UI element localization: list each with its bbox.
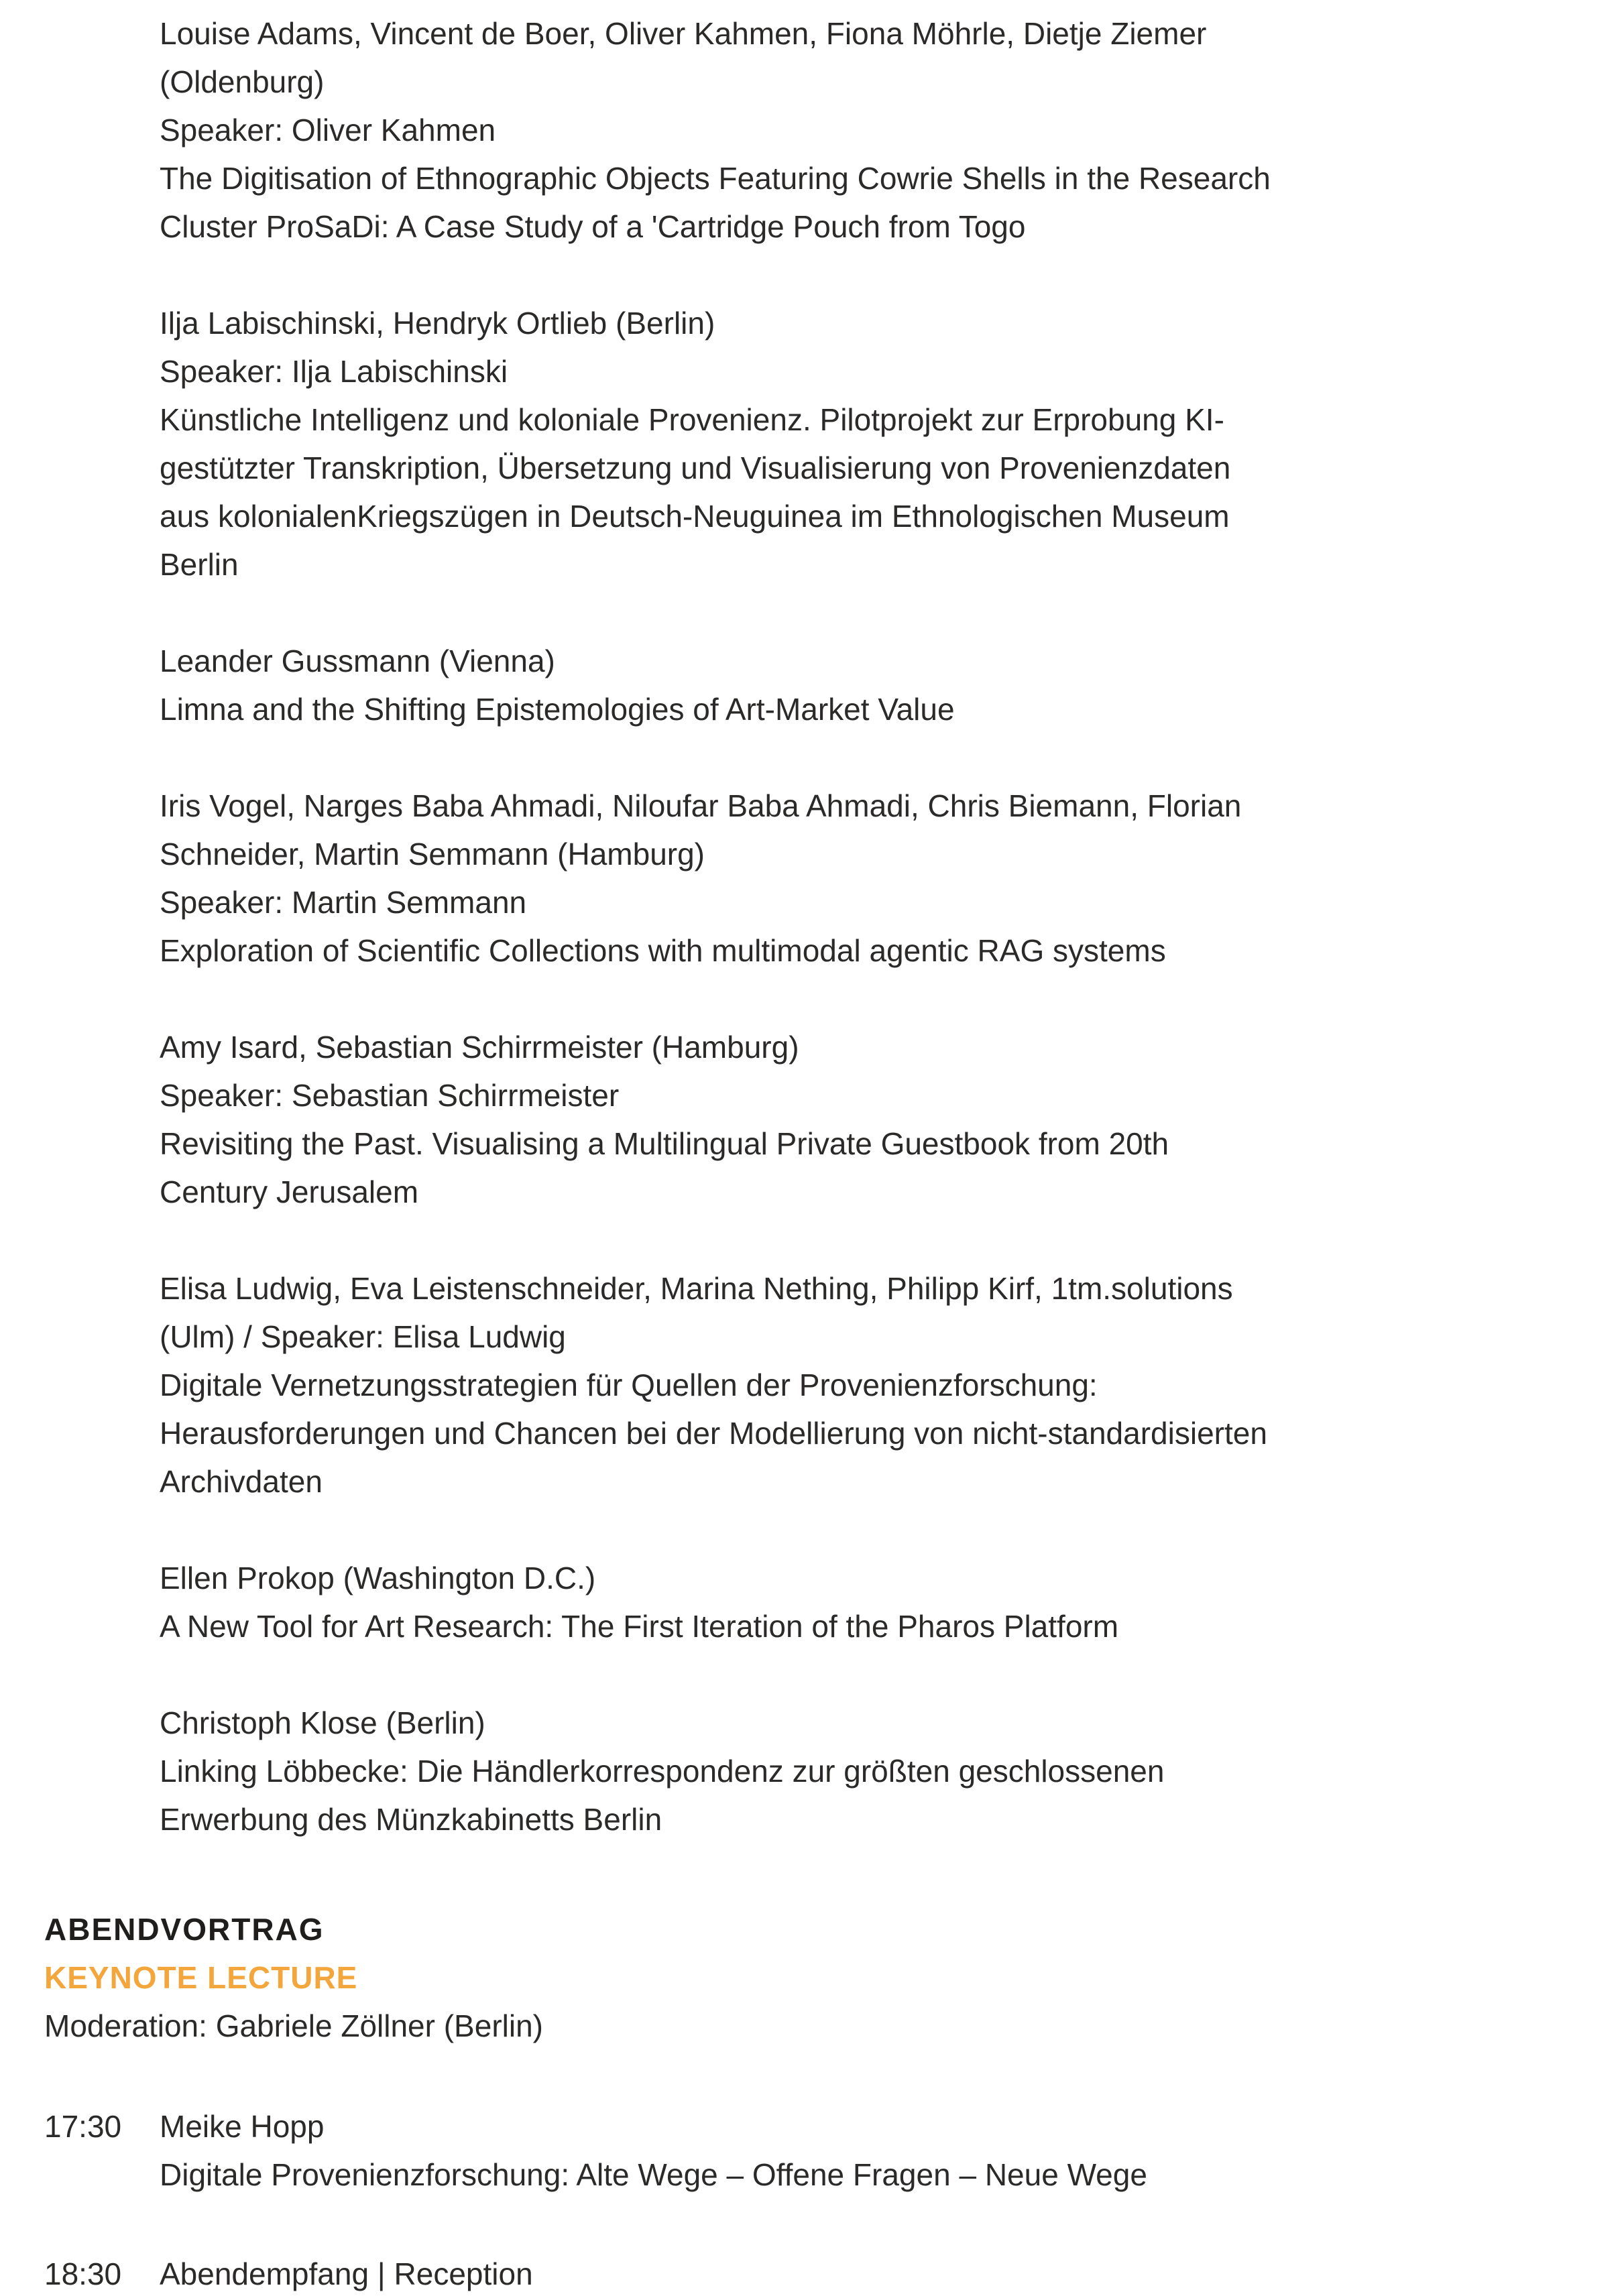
text-line: Künstliche Intelligenz und koloniale Provenienz. Pilotprojekt zur Erprobung KI- [160,402,1224,437]
schedule-entry [44,2102,1624,2199]
text-line: (Oldenburg) [160,64,325,99]
text-line: Iris Vogel, Narges Baba Ahmadi, Niloufar Baba Ahmadi, Chris Biemann, Florian [160,788,1242,823]
session-entry [160,9,1624,251]
session-entry [160,782,1624,975]
text-line: Linking Löbbecke: Die Händlerkorrespondenz zur größten geschlossenen [160,1754,1165,1789]
text-line: Archivdaten [160,1464,323,1499]
text-line: Exploration of Scientific Collections with multimodal agentic RAG systems [160,933,1166,968]
session-entry [160,637,1624,733]
evening-schedule [0,2102,1624,2296]
text-line: Erwerbung des Münzkabinetts Berlin [160,1802,662,1837]
text-line: The Digitisation of Ethnographic Objects Featuring Cowrie Shells in the Research [160,161,1271,196]
text-line: Limna and the Shifting Epistemologies of Art-Market Value [160,692,955,727]
text-line: Ilja Labischinski, Hendryk Ortlieb (Berlin) [160,306,715,341]
text-line: Digitale Provenienzforschung: Alte Wege – Offene Fragen – Neue Wege [160,2157,1147,2192]
session-entry [160,1554,1624,1650]
keynote-section [44,1905,1624,2050]
text-line: Century Jerusalem [160,1174,419,1209]
keynote-heading-german: ABENDVORTRAG [44,1912,325,1947]
text-line: Digitale Vernetzungsstrategien für Quellen der Provenienzforschung: [160,1368,1098,1402]
text-line: Herausforderungen und Chancen bei der Modellierung von nicht-standardisierten [160,1416,1267,1451]
text-line: Speaker: Martin Semmann [160,885,527,920]
text-line: Meike Hopp [160,2109,325,2144]
text-line: Schneider, Martin Semmann (Hamburg) [160,837,705,871]
schedule-entry [44,2250,1624,2296]
keynote-moderation: Moderation: Gabriele Zöllner (Berlin) [44,2008,543,2043]
text-line: gestützter Transkription, Übersetzung und Visualisierung von Provenienzdaten [160,450,1231,485]
text-line: Abendempfang | Reception [160,2256,533,2291]
schedule-entry-body [160,2102,1624,2199]
schedule-time: 18:30 [44,2256,122,2291]
text-line: Louise Adams, Vincent de Boer, Oliver Kahmen, Fiona Möhrle, Dietje Ziemer [160,16,1207,51]
session-entry [160,1023,1624,1216]
session-entry [160,1699,1624,1844]
session-entry [160,1264,1624,1506]
text-line: Amy Isard, Sebastian Schirrmeister (Hamburg) [160,1030,799,1065]
text-line: aus kolonialenKriegszügen in Deutsch-Neuguinea im Ethnologischen Museum [160,499,1230,534]
text-line: Berlin [160,547,239,582]
text-line: Speaker: Oliver Kahmen [160,113,496,147]
schedule-entry-body [160,2250,1624,2296]
text-line: A New Tool for Art Research: The First Iteration of the Pharos Platform [160,1609,1119,1644]
text-line: Leander Gussmann (Vienna) [160,644,555,678]
session-entry [160,299,1624,589]
text-line: (Ulm) / Speaker: Elisa Ludwig [160,1319,566,1354]
text-line: Speaker: Sebastian Schirrmeister [160,1078,620,1113]
schedule-time: 17:30 [44,2109,122,2144]
text-line: Elisa Ludwig, Eva Leistenschneider, Marina Nething, Philipp Kirf, 1tm.solutions [160,1271,1233,1306]
keynote-heading-english: KEYNOTE LECTURE [44,1960,358,1995]
text-line: Speaker: Ilja Labischinski [160,354,508,389]
text-line: Christoph Klose (Berlin) [160,1705,485,1740]
session-list [0,9,1624,1844]
text-line: Revisiting the Past. Visualising a Multilingual Private Guestbook from 20th [160,1126,1169,1161]
text-line: Ellen Prokop (Washington D.C.) [160,1561,596,1595]
text-line: Cluster ProSaDi: A Case Study of a 'Cartridge Pouch from Togo [160,209,1026,244]
